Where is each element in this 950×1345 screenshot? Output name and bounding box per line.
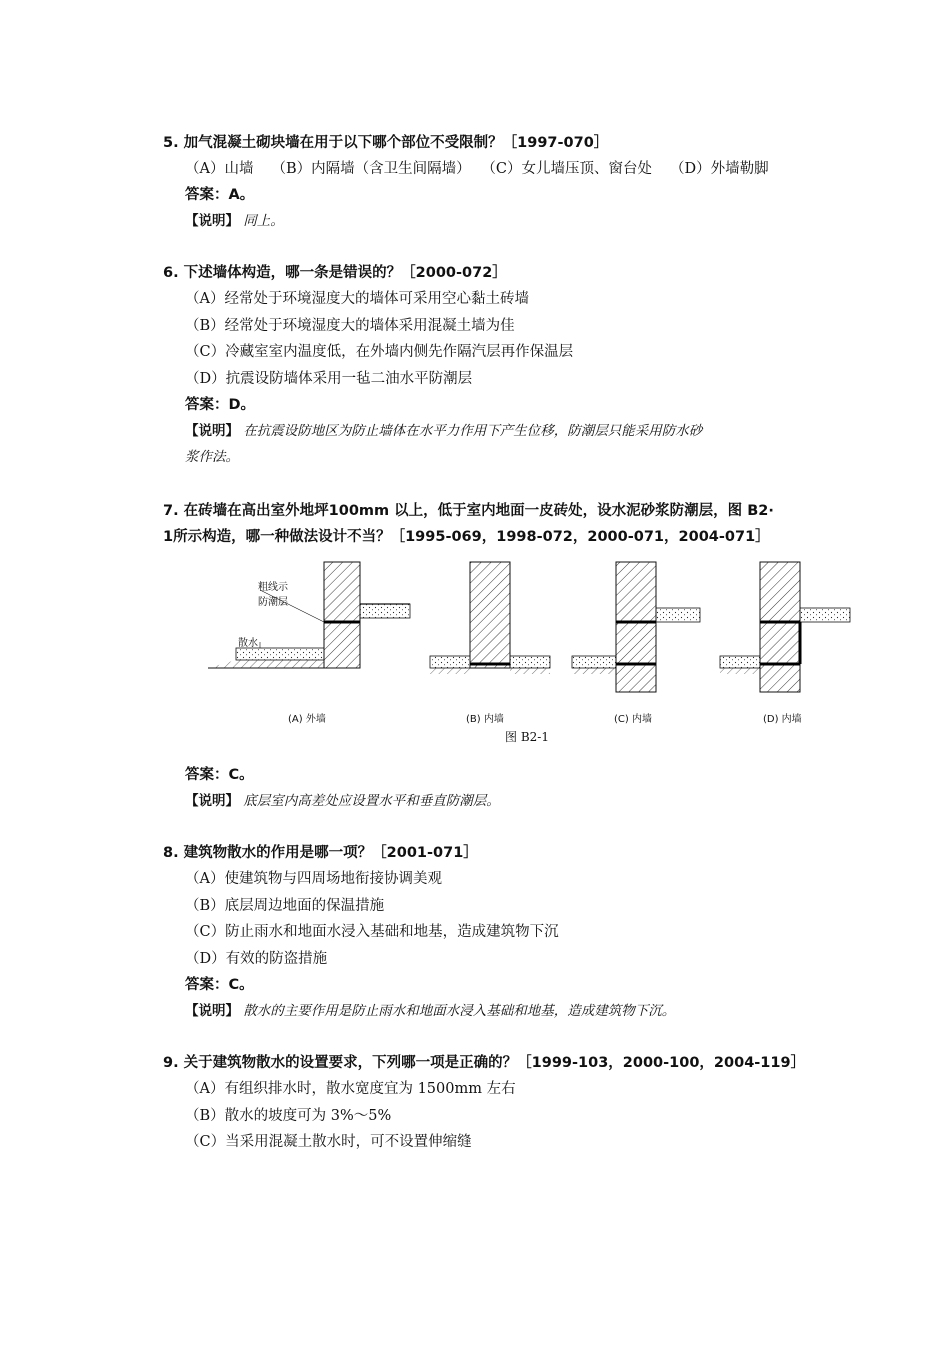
answer: 答案：A。	[185, 187, 255, 203]
question-stem: 8. 建筑物散水的作用是哪一项？［2001-071］	[163, 845, 478, 861]
question-5	[163, 130, 893, 234]
explanation-text: 在抗震设防地区为防止墙体在水平力作用下产生位移，防潮层只能采用防水砂	[243, 423, 703, 439]
explanation-label: 【说明】	[185, 423, 239, 439]
explanation-text: 散水的主要作用是防止雨水和地面水浸入基础和地基，造成建筑物下沉。	[243, 1003, 676, 1019]
explanation	[163, 208, 893, 234]
figure-caption: 图 B2-1	[505, 730, 549, 744]
question-6	[163, 260, 893, 470]
option-row	[163, 156, 893, 182]
label-b: (B) 内墙	[466, 714, 504, 725]
detail-a	[208, 562, 410, 668]
question-8	[163, 840, 893, 1024]
note-line: 粗线示	[258, 582, 288, 593]
apron-label: 散水	[238, 638, 258, 649]
damp-proof-note	[258, 578, 288, 608]
explanation-text: 同上。	[243, 213, 284, 229]
option-b: （B）散水的坡度可为 3%～5%	[185, 1107, 392, 1124]
question-7	[163, 498, 893, 550]
label-c: (C) 内墙	[614, 714, 652, 725]
explanation-label: 【说明】	[185, 1003, 239, 1019]
option-c: （C）当采用混凝土散水时，可不设置伸缩缝	[185, 1134, 472, 1150]
explanation-label: 【说明】	[185, 793, 239, 809]
option-d: （D）有效的防盗措施	[185, 950, 328, 967]
question-stem: 6. 下述墙体构造，哪一条是错误的？［2000-072］	[163, 265, 507, 281]
question-stem: 5. 加气混凝土砌块墙在用于以下哪个部位不受限制？［1997-070］	[163, 135, 609, 151]
explanation	[163, 788, 893, 814]
explanation-label: 【说明】	[185, 213, 239, 229]
option-c: （C）冷藏室室内温度低，在外墙内侧先作隔汽层再作保温层	[185, 344, 574, 360]
option-b: （B）经常处于环境湿度大的墙体采用混凝土墙为佳	[185, 317, 515, 334]
answer: 答案：C。	[185, 977, 254, 993]
question-stem: 9. 关于建筑物散水的设置要求，下列哪一项是正确的？［1999-103，2000-100，2004-119］	[163, 1055, 806, 1071]
option-c: （C）女儿墙压顶、窗台处	[488, 161, 652, 177]
answer: 答案：C。	[185, 767, 254, 783]
detail-c	[572, 562, 700, 692]
label-d: (D) 内墙	[763, 714, 802, 725]
question-9	[163, 1050, 893, 1156]
detail-b	[430, 562, 550, 674]
option-a: （A）使建筑物与四周场地衔接协调美观	[185, 871, 442, 887]
explanation-text: 底层室内高差处应设置水平和垂直防潮层。	[243, 793, 500, 809]
option-b: （B）底层周边地面的保温措施	[185, 897, 385, 914]
label-a: (A) 外墙	[288, 714, 326, 725]
option-b: （B）内隔墙（含卫生间隔墙）	[271, 161, 471, 177]
answer: 答案：D。	[185, 397, 256, 413]
question-stem-continued: 1所示构造，哪一种做法设计不当？［1995-069，1998-072，2000-071，2004-071］	[163, 529, 770, 545]
explanation-continued: 浆作法。	[185, 449, 239, 465]
option-a: （A）经常处于环境湿度大的墙体可采用空心黏土砖墙	[185, 291, 529, 307]
note-line: 防潮层	[258, 597, 288, 608]
figure-b2-1	[200, 556, 890, 746]
option-a: （A）山墙	[185, 161, 254, 177]
question-stem: 7. 在砖墙在高出室外地坪100mm 以上，低于室内地面一皮砖处，设水泥砂浆防潮层，图 B2·	[163, 503, 774, 519]
explanation	[163, 418, 893, 444]
detail-d	[720, 562, 850, 692]
option-d: （D）抗震设防墙体采用一毡二油水平防潮层	[185, 370, 473, 387]
option-d: （D）外墙勒脚	[669, 161, 769, 177]
option-c: （C）防止雨水和地面水浸入基础和地基，造成建筑物下沉	[185, 924, 559, 940]
explanation	[163, 998, 893, 1024]
option-a: （A）有组织排水时，散水宽度宜为 1500mm 左右	[185, 1081, 516, 1097]
question-7-answer	[163, 762, 893, 814]
